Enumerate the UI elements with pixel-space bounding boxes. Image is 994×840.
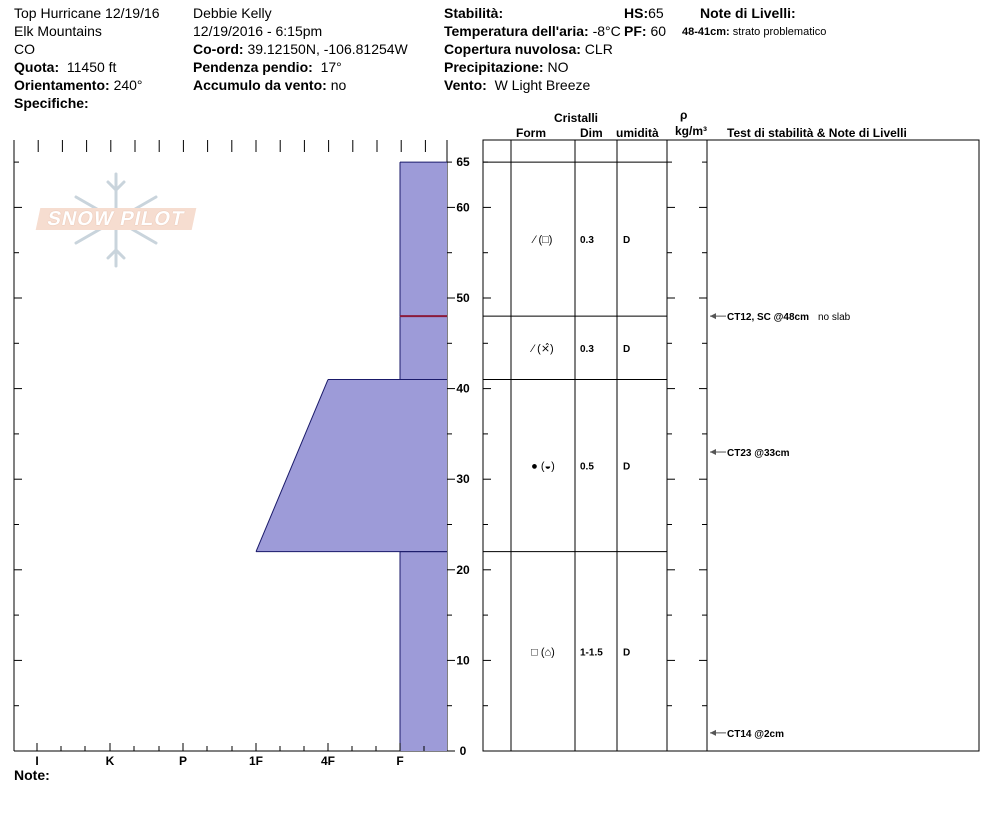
depth-label-30: 30 — [456, 472, 470, 487]
datetime: 12/19/2016 - 6:15pm — [193, 23, 323, 39]
layer-form-3: □ (⌂) — [531, 646, 555, 659]
stability-test-note-0: no slab — [818, 312, 851, 324]
layer-form-0: ⁄ (□) — [533, 234, 553, 247]
precip-value: NO — [547, 59, 569, 75]
form-header: Form — [516, 126, 546, 140]
layer-moisture-2: D — [623, 461, 631, 473]
stability-arrowhead-2 — [710, 730, 716, 736]
hardness-label-4F: 4F — [320, 754, 336, 768]
hardness-label-F: F — [396, 754, 404, 768]
wind-label: Vento: — [444, 77, 487, 93]
layer-moisture-1: D — [623, 343, 631, 355]
air-temp-label: Temperatura dell'aria: — [444, 23, 589, 39]
layer-form-2: ● (◒) — [531, 460, 555, 473]
layer-dim-0: 0.3 — [580, 235, 594, 247]
layer-dim-2: 0.5 — [580, 461, 594, 473]
hs-label: HS: — [624, 5, 649, 21]
crystals-header: Cristalli — [554, 111, 599, 125]
hardness-label-I: I — [35, 754, 39, 768]
table-frame — [483, 140, 979, 751]
layer-moisture-3: D — [623, 647, 631, 659]
slope-value: 17° — [320, 59, 342, 75]
slope-label: Pendenza pendio: — [193, 59, 313, 75]
hardness-profile-area — [256, 162, 447, 751]
elevation-label: Quota: — [14, 59, 60, 75]
dim-header: Dim — [580, 126, 603, 140]
coord-value: 39.12150N, -106.81254W — [247, 41, 408, 57]
stability-notes-header: Test di stabilità & Note di Livelli — [727, 126, 907, 140]
stability-arrowhead-1 — [710, 449, 716, 455]
range: Elk Mountains — [14, 23, 102, 39]
hs-value: 65 — [648, 5, 664, 21]
wind-value: W Light Breeze — [494, 77, 591, 93]
depth-label-50: 50 — [456, 291, 470, 305]
state: CO — [14, 41, 35, 57]
layer-note-range: 48-41cm: — [682, 26, 730, 38]
depth-label-0: 0 — [459, 744, 467, 758]
depth-label-20: 20 — [456, 562, 470, 577]
density-symbol: ρ — [680, 108, 688, 122]
layer-dim-1: 0.3 — [580, 343, 594, 355]
stability-test-label-1: CT23 @33cm — [727, 448, 790, 460]
aspect-value: 240° — [113, 77, 143, 93]
cloud-value: CLR — [584, 41, 613, 57]
air-temp-value: -8°C — [592, 23, 621, 39]
stability-test-label-0: CT12, SC @48cm — [727, 312, 810, 324]
depth-label-65: 65 — [456, 155, 470, 170]
density-unit: kg/m³ — [675, 124, 708, 138]
layer-dim-3: 1-1.5 — [580, 647, 603, 659]
aspect-label: Orientamento: — [14, 77, 110, 93]
observer: Debbie Kelly — [193, 5, 272, 21]
hardness-label-1F: 1F — [248, 754, 264, 768]
layer-notes-label: Note di Livelli: — [700, 5, 796, 21]
note-label: Note: — [14, 767, 50, 783]
hardness-label-K: K — [105, 754, 115, 768]
stability-label: Stabilità: — [444, 5, 504, 21]
pf-value: 60 — [650, 23, 667, 39]
depth-label-10: 10 — [456, 653, 470, 668]
layer-note-text: strato problematico — [732, 26, 827, 38]
wind-loading-value: no — [330, 77, 347, 93]
coord-label: Co-ord: — [193, 41, 244, 57]
stability-test-label-2: CT14 @2cm — [727, 728, 784, 740]
depth-label-60: 60 — [456, 200, 470, 215]
elevation-value: 11450 ft — [66, 59, 117, 75]
logo-text: SNOW PILOT — [36, 208, 197, 230]
layer-moisture-0: D — [623, 235, 631, 247]
location: Top Hurricane 12/19/16 — [14, 5, 160, 21]
cloud-label: Copertura nuvolosa: — [444, 41, 581, 57]
stability-arrowhead-0 — [710, 313, 716, 319]
layer-form-1: ⁄ (⨯̂) — [532, 342, 554, 355]
depth-label-40: 40 — [456, 381, 470, 396]
precip-label: Precipitazione: — [444, 59, 544, 75]
pf-label: PF: — [624, 23, 647, 39]
wind-loading-label: Accumulo da vento: — [193, 77, 327, 93]
specifics-label: Specifiche: — [14, 95, 89, 111]
hardness-label-P: P — [178, 754, 188, 768]
moisture-header: umidità — [616, 126, 659, 140]
